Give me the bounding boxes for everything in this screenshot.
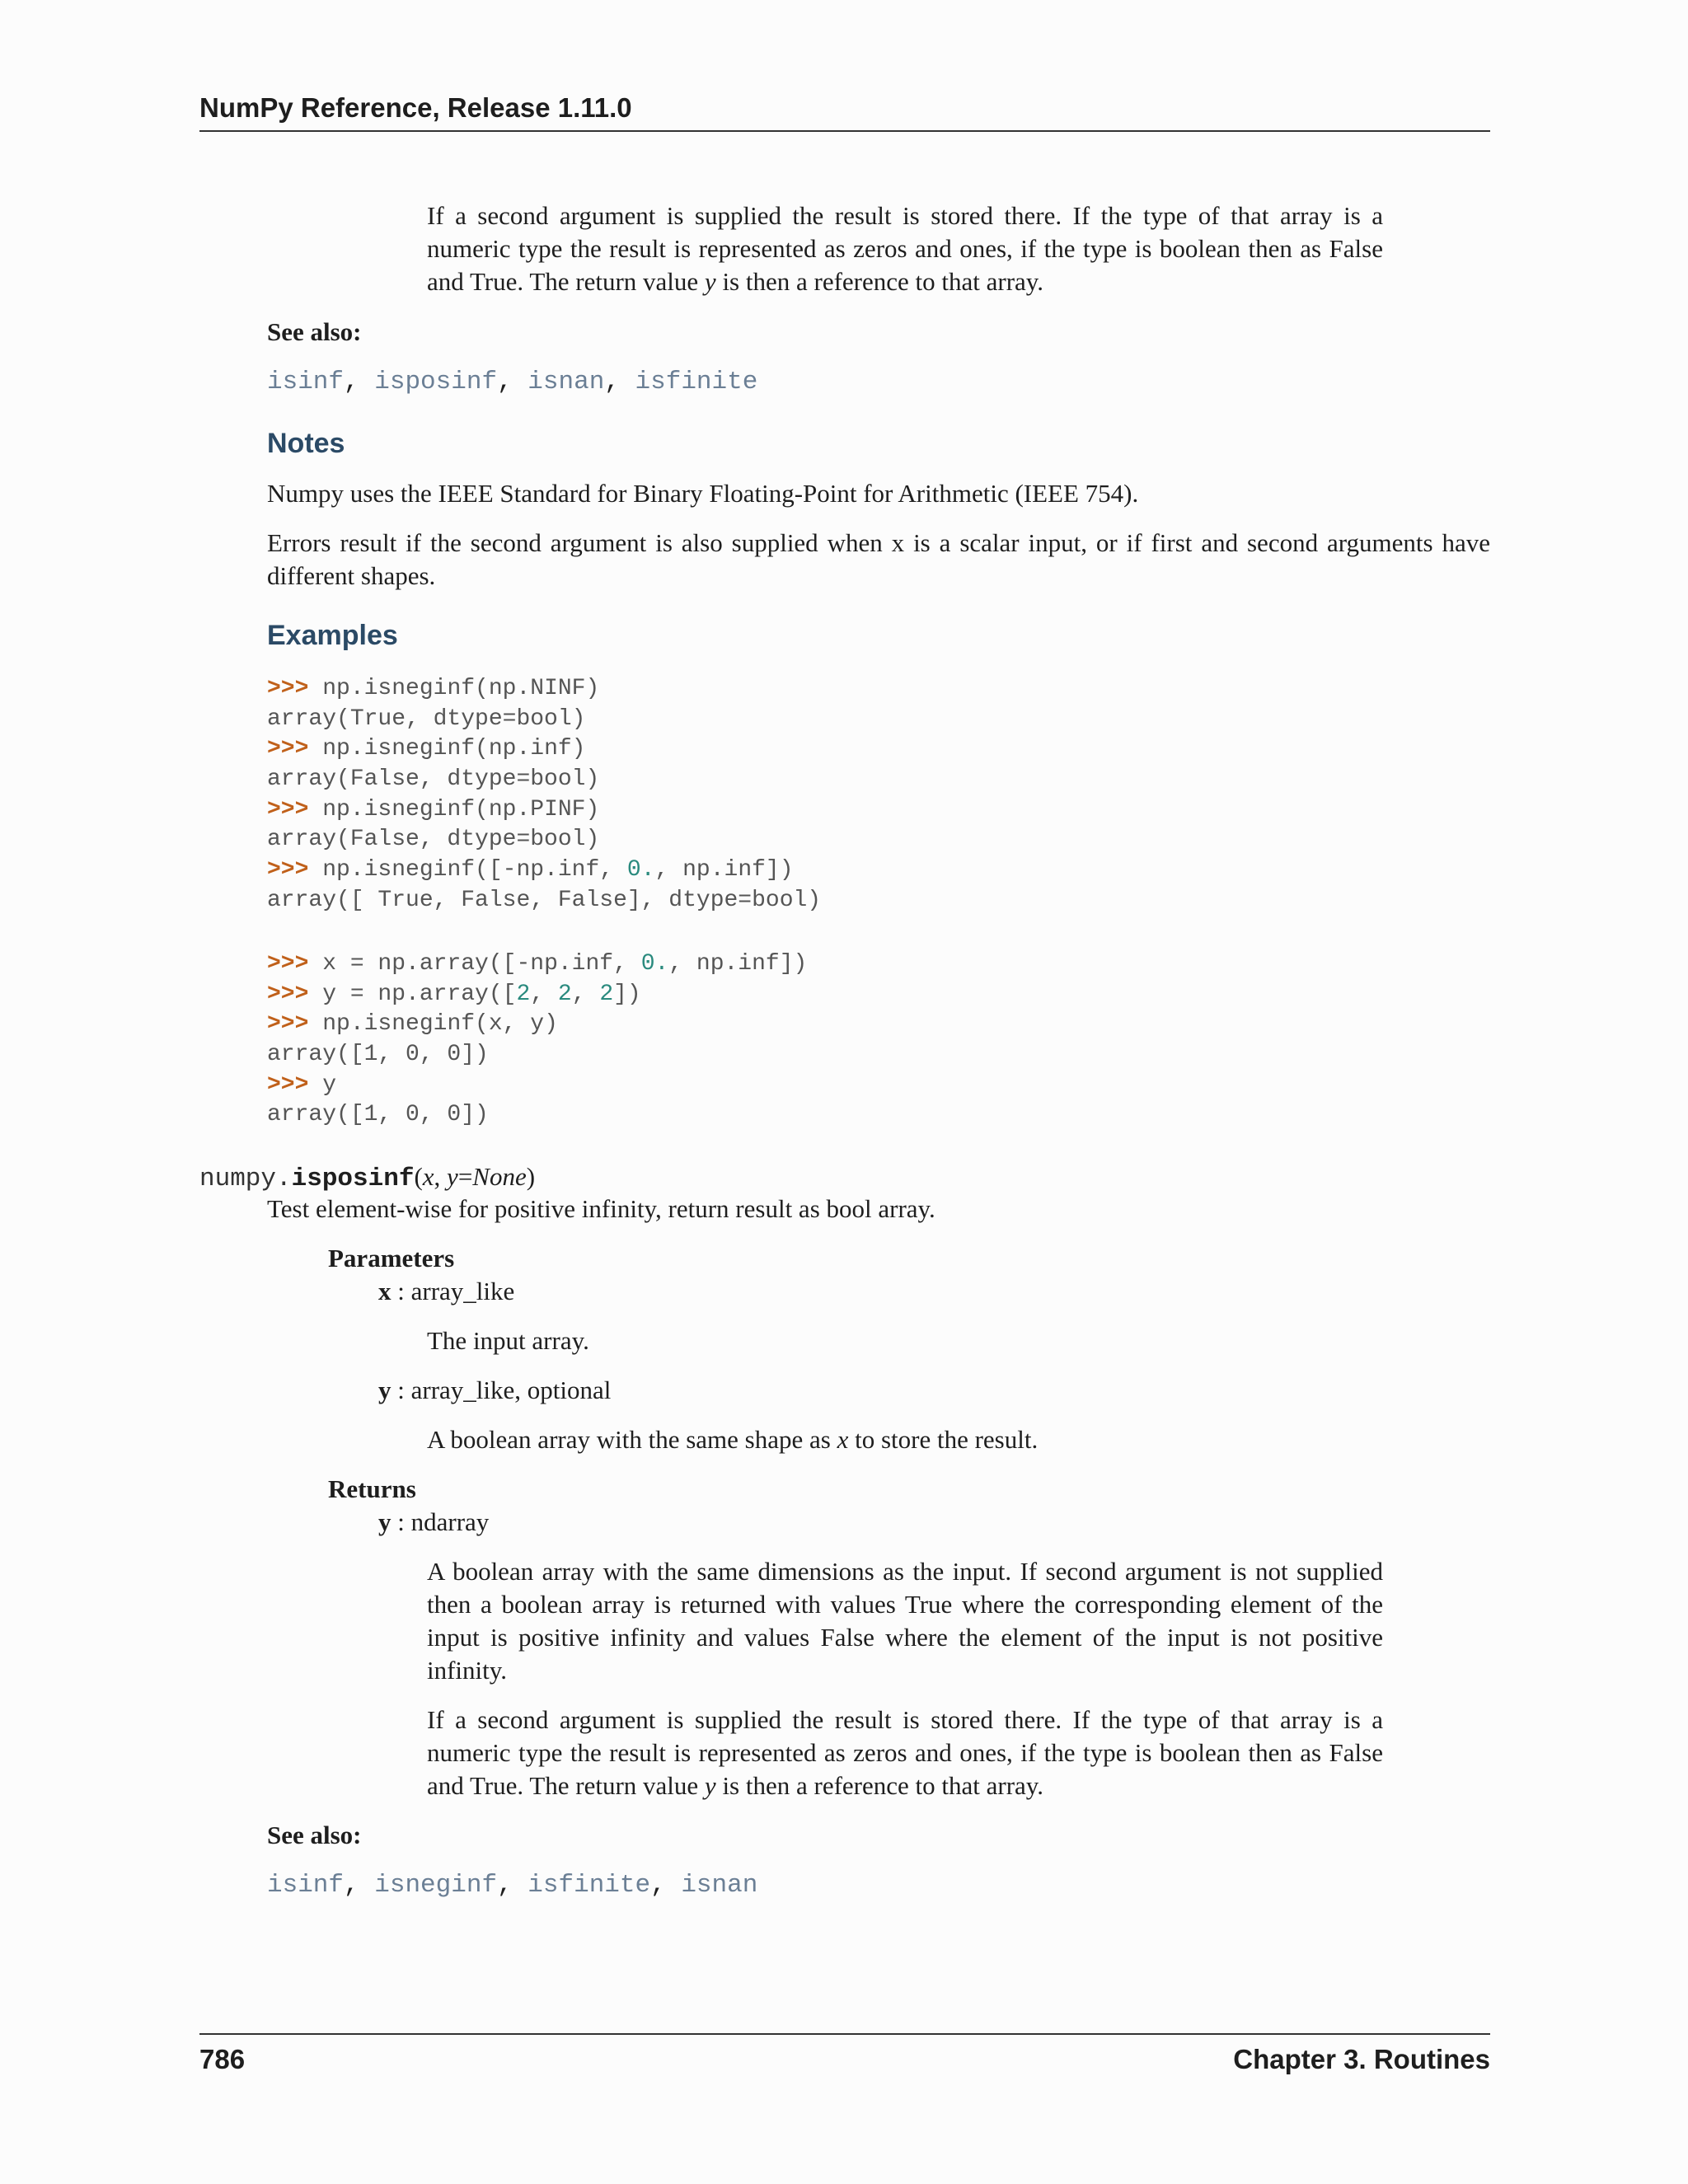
code-text: np.isneginf(np.PINF) <box>322 796 600 823</box>
link-isposinf[interactable]: isposinf <box>374 368 498 396</box>
code-text: , np.inf]) <box>668 951 808 977</box>
prompt-marker: >>> <box>267 796 323 823</box>
code-output-line <box>267 1040 807 1071</box>
code-block-1 <box>267 674 821 916</box>
param-y: y : array_like, optional <box>378 1376 612 1404</box>
code-output-line <box>267 765 821 795</box>
code-input-line <box>267 1010 807 1040</box>
code-text: y <box>322 1071 337 1098</box>
param-y-description: A boolean array with the same shape as x to store the result. <box>427 1425 1039 1454</box>
code-text: x = np.array([-np.inf, <box>322 951 641 977</box>
parameters-label: Parameters <box>328 1244 455 1272</box>
return-description-1: A boolean array with the same dimensions as the input. If second argument is not supplied then a boolean array is returned with values True where the corresponding element of the input is positive infinity and values False where the element of the input is not positive infinity. <box>427 1557 1383 1685</box>
code-input-line <box>267 674 821 705</box>
link-isneginf[interactable]: isneginf <box>374 1871 498 1900</box>
code-input-line <box>267 855 821 886</box>
code-text: , <box>571 981 600 1007</box>
code-text: array([1, 0, 0]) <box>267 1042 489 1068</box>
prompt-marker: >>> <box>267 1071 323 1098</box>
header-rule <box>199 130 1490 132</box>
code-text: array(True, dtype=bool) <box>267 705 586 732</box>
code-text: np.isneginf([-np.inf, <box>322 857 627 883</box>
signature-name: isposinf <box>291 1165 415 1193</box>
link-isfinite-2[interactable]: isfinite <box>528 1871 651 1900</box>
code-output-line <box>267 1100 807 1131</box>
prompt-marker: >>> <box>267 1011 323 1038</box>
page-number: 786 <box>199 2044 246 2074</box>
code-input-line <box>267 795 821 826</box>
code-number: 2 <box>557 981 572 1007</box>
code-text: array(False, dtype=bool) <box>267 827 600 853</box>
return-y: y : ndarray <box>378 1507 490 1536</box>
link-isnan[interactable]: isnan <box>528 368 605 396</box>
code-input-line <box>267 1071 807 1101</box>
signature-arg-y: y <box>447 1162 458 1191</box>
code-text: np.isneginf(x, y) <box>322 1011 558 1038</box>
code-number: 0. <box>640 951 669 977</box>
prompt-marker: >>> <box>267 981 323 1007</box>
code-text: , <box>530 981 558 1007</box>
code-text: np.isneginf(np.inf) <box>322 736 586 762</box>
notes-heading: Notes <box>267 428 345 459</box>
function-summary: Test element-wise for positive infinity, return result as bool array. <box>267 1194 935 1223</box>
footer-rule <box>199 2033 1490 2035</box>
code-text: array([1, 0, 0]) <box>267 1102 489 1128</box>
code-number: 2 <box>599 981 614 1007</box>
running-header: NumPy Reference, Release 1.11.0 <box>199 92 632 123</box>
code-text: , np.inf]) <box>654 857 794 883</box>
function-signature: numpy.isposinf(x, y=None) <box>199 1162 536 1193</box>
chapter-title: Chapter 3. Routines <box>1233 2044 1490 2074</box>
returns-continuation: If a second argument is supplied the result is stored there. If the type of that array is a numeric type the result is represented as zeros and ones, if the type is boolean then as False and True. The return value y is then a reference to that array. <box>427 201 1383 296</box>
prompt-marker: >>> <box>267 857 323 883</box>
signature-arg-x: x <box>422 1162 434 1191</box>
code-output-line <box>267 886 821 916</box>
link-isinf-2[interactable]: isinf <box>267 1871 345 1900</box>
code-input-line <box>267 734 821 765</box>
code-text: np.isneginf(np.NINF) <box>322 676 600 701</box>
code-input-line <box>267 980 807 1010</box>
examples-heading: Examples <box>267 620 398 651</box>
prompt-marker: >>> <box>267 676 323 701</box>
code-input-line <box>267 949 807 980</box>
link-isnan-2[interactable]: isnan <box>681 1871 758 1900</box>
signature-arg-y-default: None <box>472 1162 527 1191</box>
code-output-line <box>267 825 821 855</box>
see-also-label-2: See also: <box>267 1821 362 1849</box>
prompt-marker: >>> <box>267 736 323 762</box>
code-text: ]) <box>613 981 641 1007</box>
code-text: array(False, dtype=bool) <box>267 766 600 793</box>
return-description-2: If a second argument is supplied the result is stored there. If the type of that array is a numeric type the result is represented as zeros and ones, if the type is boolean then as False and True. The return value y is then a reference to that array. <box>427 1705 1383 1800</box>
param-x: x : array_like <box>378 1277 515 1305</box>
param-x-description: The input array. <box>427 1326 589 1355</box>
signature-module: numpy. <box>199 1165 292 1193</box>
notes-paragraph-1: Numpy uses the IEEE Standard for Binary Floating-Point for Arithmetic (IEEE 754). <box>267 479 1139 508</box>
see-also-label: See also: <box>267 317 362 346</box>
code-output-line <box>267 705 821 735</box>
code-number: 2 <box>516 981 531 1007</box>
code-block-2 <box>267 949 807 1131</box>
code-number: 0. <box>626 857 655 883</box>
code-text: array([ True, False, False], dtype=bool) <box>267 887 822 913</box>
notes-paragraph-2: Errors result if the second argument is also supplied when x is a scalar input, or if first and second arguments have different shapes. <box>267 528 1490 590</box>
see-also-links: isinf, isposinf, isnan, isfinite <box>267 368 758 396</box>
code-text: y = np.array([ <box>322 981 517 1007</box>
returns-label: Returns <box>328 1474 416 1503</box>
link-isinf[interactable]: isinf <box>267 368 345 396</box>
see-also-links-2: isinf, isneginf, isfinite, isnan <box>267 1871 758 1900</box>
link-isfinite[interactable]: isfinite <box>635 368 758 396</box>
prompt-marker: >>> <box>267 951 323 977</box>
